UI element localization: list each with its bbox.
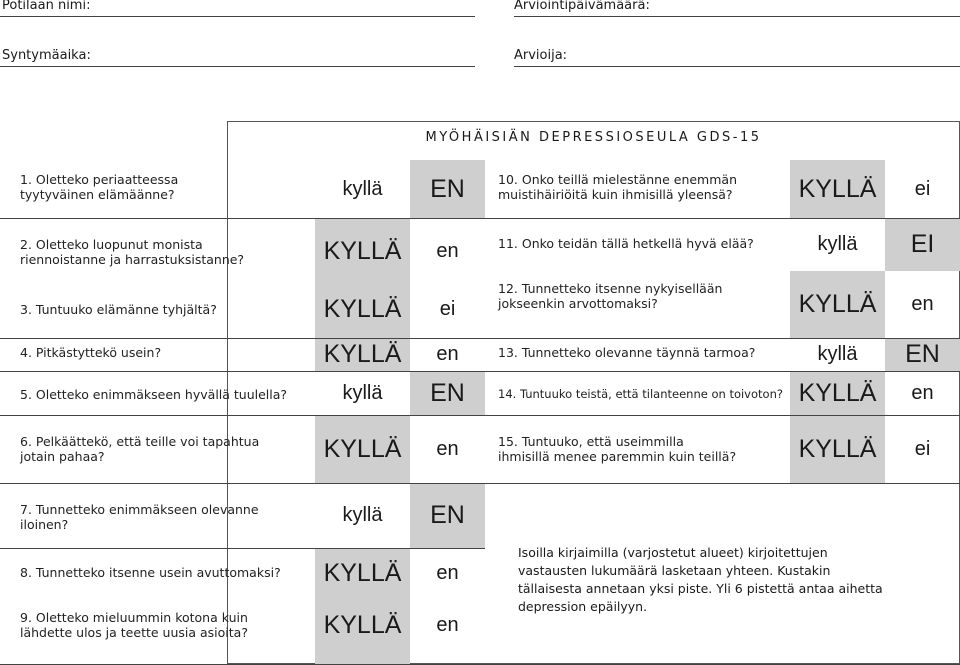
question-14: 14. Tuntuuko teistä, että tilanteenne on toivoton? bbox=[498, 387, 783, 401]
question-6: 6. Pelkäättekö, että teille voi tapahtua jotain pahaa? bbox=[20, 434, 260, 464]
question-5: 5. Oletteko enimmäkseen hyvällä tuulella? bbox=[20, 387, 288, 402]
scoring-note: Isoilla kirjaimilla (varjostetut alueet) kirjoitettujen vastausten lukumäärä lasketaan yhteen. Kustakin tällaisesta annetaan yksi piste. Yli 6 pistettä antaa aihetta depression epäilyyn. bbox=[518, 545, 883, 614]
answer-yes-7[interactable]: kyllä bbox=[342, 504, 383, 526]
answer-yes-10[interactable]: KYLLÄ bbox=[798, 174, 877, 203]
answer-no-9[interactable]: en bbox=[436, 613, 459, 636]
form-title: MYÖHÄISIÄN DEPRESSIOSEULA GDS-15 bbox=[425, 130, 762, 145]
answer-no-2[interactable]: en bbox=[436, 239, 459, 262]
answer-yes-5[interactable]: kyllä bbox=[342, 381, 383, 404]
question-12: 12. Tunnetteko itsenne nykyisellään jokseenkin arvottomaksi? bbox=[498, 281, 723, 311]
answer-yes-12[interactable]: KYLLÄ bbox=[798, 290, 877, 318]
birthdate-label: Syntymäaika: bbox=[2, 48, 91, 63]
answer-no-10[interactable]: ei bbox=[914, 177, 931, 200]
answer-yes-4[interactable]: KYLLÄ bbox=[323, 340, 402, 368]
answer-yes-14[interactable]: KYLLÄ bbox=[798, 378, 877, 407]
date-field[interactable] bbox=[514, 16, 960, 17]
answer-yes-15[interactable]: KYLLÄ bbox=[798, 434, 877, 463]
answer-yes-3[interactable]: KYLLÄ bbox=[323, 294, 402, 323]
assessor-field[interactable] bbox=[514, 66, 960, 67]
question-15: 15. Tuntuuko, että useimmilla ihmisillä menee paremmin kuin teillä? bbox=[498, 434, 737, 464]
answer-no-1[interactable]: EN bbox=[430, 174, 465, 203]
question-3: 3. Tuntuuko elämänne tyhjältä? bbox=[20, 302, 217, 317]
answer-no-7[interactable]: EN bbox=[430, 501, 465, 529]
question-7: 7. Tunnetteko enimmäkseen olevanne iloinen? bbox=[20, 502, 259, 532]
answer-yes-13[interactable]: kyllä bbox=[817, 343, 858, 365]
answer-no-13[interactable]: EN bbox=[905, 340, 940, 368]
answer-no-11[interactable]: EI bbox=[910, 230, 935, 258]
patient-name-label: Potilaan nimi: bbox=[2, 0, 91, 13]
birthdate-field[interactable] bbox=[0, 66, 475, 67]
patient-name-field[interactable] bbox=[0, 16, 475, 17]
answer-no-4[interactable]: en bbox=[436, 343, 459, 365]
row-divider bbox=[0, 548, 485, 549]
answer-yes-8[interactable]: KYLLÄ bbox=[323, 558, 402, 587]
answer-yes-11[interactable]: kyllä bbox=[817, 233, 858, 255]
question-10: 10. Onko teillä mielestänne enemmän muistihäiriöitä kuin ihmisillä yleensä? bbox=[498, 172, 737, 202]
date-label: Arviointipäivämäärä: bbox=[514, 0, 650, 13]
answer-yes-6[interactable]: KYLLÄ bbox=[323, 434, 402, 463]
question-4: 4. Pitkästyttekö usein? bbox=[20, 345, 162, 360]
answer-yes-1[interactable]: kyllä bbox=[342, 177, 383, 200]
answer-yes-2[interactable]: KYLLÄ bbox=[323, 236, 402, 265]
question-2: 2. Oletteko luopunut monista riennoistanne ja harrastuksistanne? bbox=[20, 237, 245, 267]
question-8: 8. Tunnetteko itsenne usein avuttomaksi? bbox=[20, 565, 281, 580]
question-13: 13. Tunnetteko olevanne täynnä tarmoa? bbox=[498, 345, 756, 360]
answer-no-14[interactable]: en bbox=[911, 381, 934, 404]
question-9: 9. Oletteko mieluummin kotona kuin lähdette ulos ja teette uusia asioita? bbox=[20, 610, 248, 640]
question-11: 11. Onko teidän tällä hetkellä hyvä elää? bbox=[498, 236, 754, 251]
answer-no-8[interactable]: en bbox=[436, 561, 459, 584]
answer-yes-9[interactable]: KYLLÄ bbox=[323, 610, 402, 639]
answer-no-15[interactable]: ei bbox=[914, 437, 931, 460]
answer-no-6[interactable]: en bbox=[436, 437, 459, 460]
answer-no-12[interactable]: en bbox=[911, 293, 934, 315]
answer-no-3[interactable]: ei bbox=[439, 297, 456, 320]
answer-no-5[interactable]: EN bbox=[430, 378, 465, 407]
assessor-label: Arvioija: bbox=[514, 48, 568, 63]
question-1: 1. Oletteko periaatteessa tyytyväinen elämäänne? bbox=[20, 172, 179, 202]
